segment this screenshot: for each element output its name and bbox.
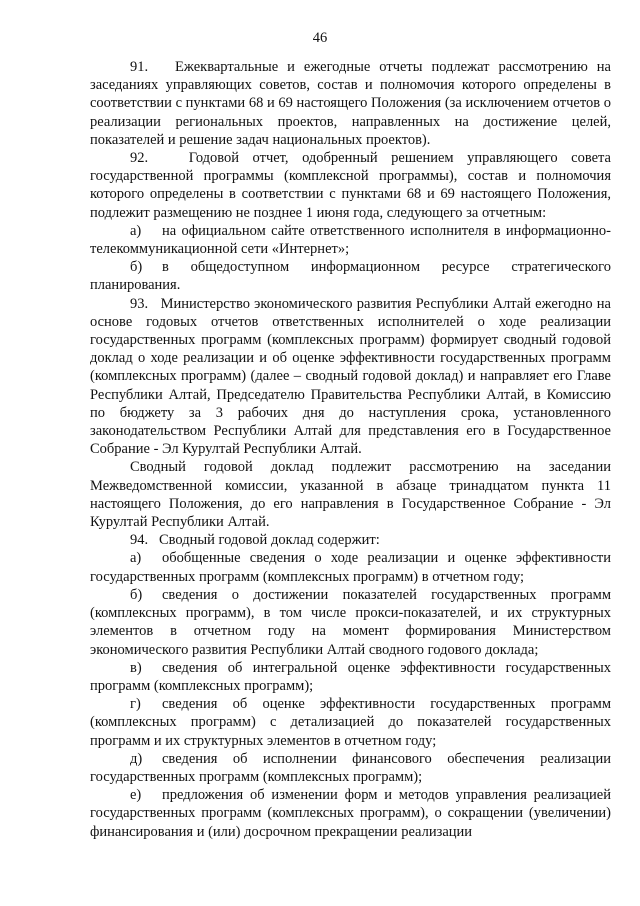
list-marker: а) [130,550,142,567]
paragraph-93-cont: Сводный годовой доклад подлежит рассмотрению на заседании Межведомственной комиссии, указанной в абзаце тринадцатом пункта 11 настоящего Положения, до его направления в Государственное Собрание - Эл Курултай Республики Алтай. [90,459,611,531]
paragraph-92-a: а) на официальном сайте ответственного исполнителя в информационно-телекоммуникационной сети «Интернет»; [90,222,611,258]
paragraph-94-e: е) предложения об изменении форм и методов управления реализацией государственных программ (комплексных программ), о сокращении (увеличении) финансирования и (или) досрочном прекращении реализации [90,787,611,840]
paragraph-94-g: г) сведения об оценке эффективности государственных программ (комплексных программ) с детализацией до показателей государственных программ и их структурных элементов в отчетном году; [90,696,611,749]
paragraph-91: 91. Ежеквартальные и ежегодные отчеты подлежат рассмотрению на заседаниях управляющих советов, состав и полномочия которого определены в соответствии с пунктами 68 и 69 настоящего Положения (за исключением отчетов о реализации региональных проектов, направленных на достижение целей, показателей и решение задач национальных проектов). [90,59,611,148]
paragraph-93: 93. Министерство экономического развития Республики Алтай ежегодно на основе годовых отчетов ответственных исполнителей о ходе реализации государственных программ (комплексных программ) формирует сводный годовой доклад о ходе реализации и об оценке эффективности государственных программ (комплексных программ) (далее – сводный годовой доклад) и направляет его Главе Республики Алтай, Председателю Правительства Республики Алтай, в Комиссию по бюджету за 3 рабочих дня до наступления срока, установленного законодательством Республики Алтай для представления его в Государственное Собрание - Эл Курултай Республики Алтай. [90,295,611,458]
list-marker: в) [130,659,142,676]
paragraph-94-a: а) обобщенные сведения о ходе реализации и оценке эффективности государственных программ (комплексных программ) в отчетном году; [90,550,611,585]
list-marker: д) [130,750,143,767]
list-marker: е) [130,787,142,804]
paragraph-94-d: д) сведения об исполнении финансового обеспечения реализации государственных программ (комплексных программ); [90,750,611,785]
document-body [90,58,611,841]
list-marker: б) [130,586,143,603]
paragraph-92-b: б) в общедоступном информационном ресурсе стратегического планирования. [90,259,611,294]
paragraph-94-b: б) сведения о достижении показателей государственных программ (комплексных программ), в том числе прокси-показателей, и их структурных элементов в отчетном году на момент формирования Министерством экономического развития Республики Алтай сводного годового доклада; [90,586,611,658]
paragraph-94-v: в) сведения об интегральной оценке эффективности государственных программ (комплексных программ); [90,659,611,694]
paragraph-92: 92. Годовой отчет, одобренный решением управляющего совета государственной программы (комплексной программы), состав и полномочия которого определены в соответствии с пунктами 68 и 69 настоящего Положения, подлежит размещению не позднее 1 июня года, следующего за отчетным: [90,150,611,221]
list-marker: а) [130,222,142,239]
page-number: 46 [312,30,328,46]
list-marker: г) [130,696,141,713]
paragraph-94: 94. Сводный годовой доклад содержит: [130,532,380,549]
list-marker: б) [130,259,143,276]
